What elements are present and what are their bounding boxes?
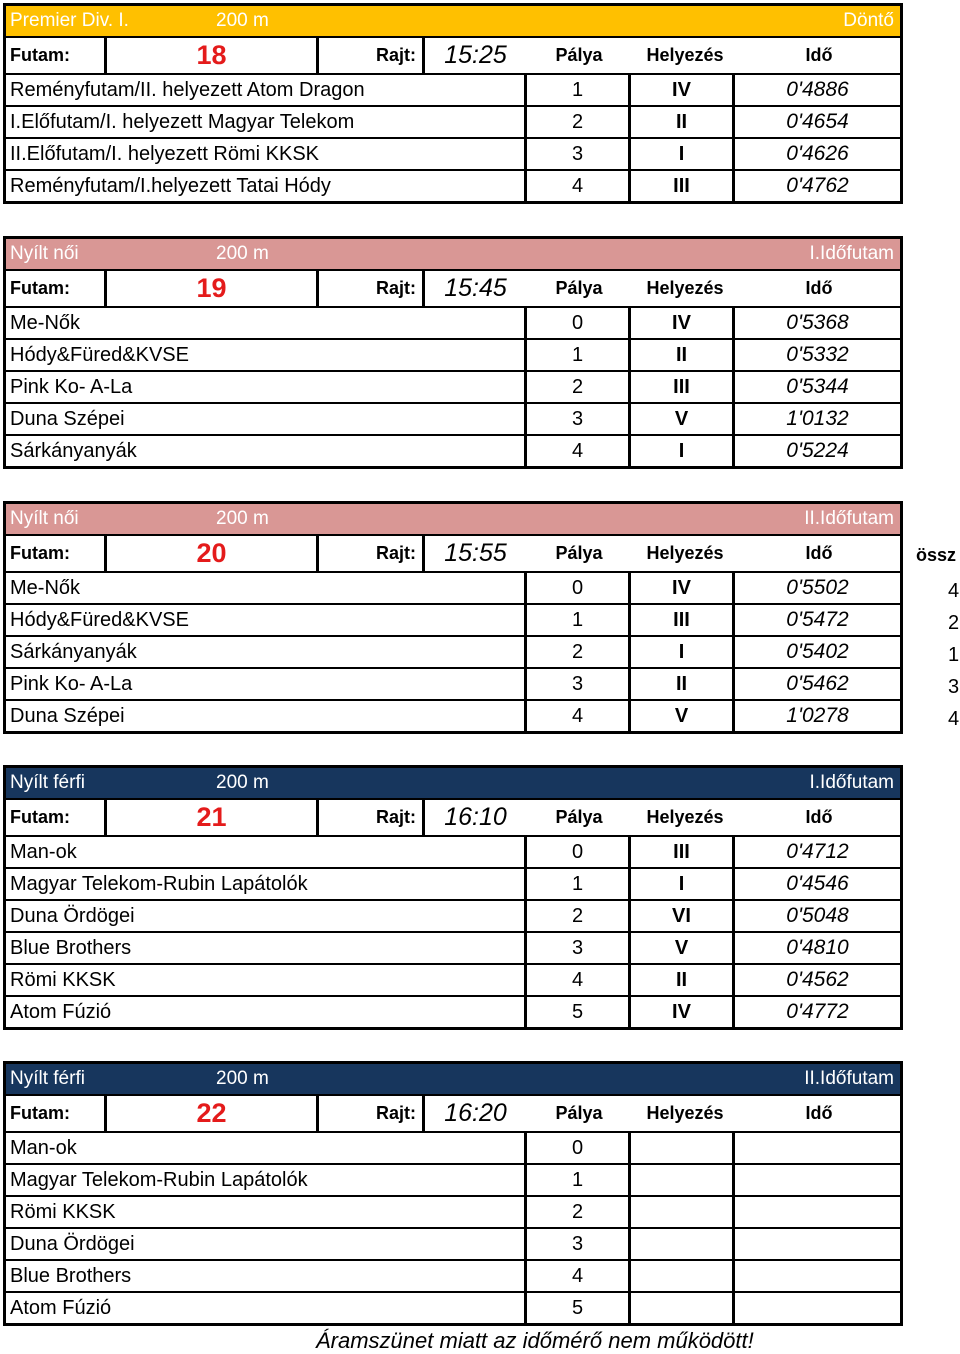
placement: V — [628, 404, 732, 434]
team-name: Me-Nők — [10, 311, 81, 334]
result-row — [6, 306, 900, 338]
placement: II — [628, 669, 732, 699]
team-name: Duna Ördögei — [10, 1232, 135, 1255]
futam-number: 20 — [104, 536, 316, 571]
futam-number: 22 — [104, 1096, 316, 1131]
result-row — [6, 699, 900, 731]
lane-number: 0 — [524, 837, 628, 867]
race-time: 0'5502 — [732, 573, 900, 603]
lane-number: 2 — [524, 1197, 628, 1227]
placement: I — [628, 436, 732, 466]
race-block-22 — [3, 1061, 903, 1326]
lane-number: 2 — [524, 107, 628, 137]
team-name: II.Előfutam/I. helyezett Römi KKSK — [10, 142, 320, 165]
result-row — [6, 73, 900, 105]
lane-number: 5 — [524, 997, 628, 1027]
start-time: 15:55 — [422, 536, 526, 571]
race-time: 0'4810 — [732, 933, 900, 963]
placement: IV — [628, 997, 732, 1027]
lane-number: 3 — [524, 669, 628, 699]
placement: IV — [628, 308, 732, 338]
result-row — [6, 338, 900, 370]
futam-row — [6, 36, 900, 73]
phase-label: I.Időfutam — [809, 772, 894, 793]
result-row — [6, 1227, 900, 1259]
race-time: 0'4546 — [732, 869, 900, 899]
placement: III — [628, 372, 732, 402]
result-row — [6, 995, 900, 1027]
result-row — [6, 635, 900, 667]
time-header: Idő — [805, 45, 833, 65]
race-time: 0'4712 — [732, 837, 900, 867]
race-block-21 — [3, 765, 903, 1030]
placement: I — [628, 869, 732, 899]
race-time: 0'5048 — [732, 901, 900, 931]
futam-label: Futam: — [10, 543, 70, 563]
team-name: Sárkányanyák — [10, 640, 137, 663]
lane-number: 0 — [524, 308, 628, 338]
rajt-label: Rajt: — [316, 38, 422, 73]
time-header: Idő — [805, 543, 833, 563]
race-block-19 — [3, 236, 903, 469]
rajt-label: Rajt: — [316, 800, 422, 835]
ossz-value: 4 — [948, 580, 960, 602]
phase-label: Döntő — [843, 10, 894, 31]
lane-number: 2 — [524, 372, 628, 402]
result-row — [6, 963, 900, 995]
result-row — [6, 603, 900, 635]
placement — [628, 1165, 732, 1195]
start-time: 15:45 — [422, 271, 526, 306]
race-time: 0'5224 — [732, 436, 900, 466]
time-header: Idő — [805, 1103, 833, 1123]
race-header — [6, 239, 900, 269]
team-name: Römi KKSK — [10, 968, 116, 991]
team-name: Duna Szépei — [10, 407, 125, 430]
futam-row — [6, 534, 900, 571]
phase-label: II.Időfutam — [804, 1068, 894, 1089]
category-label: Nyílt férfi — [10, 1068, 85, 1089]
ossz-header: össz — [916, 545, 957, 565]
placement: II — [628, 965, 732, 995]
distance-label: 200 m — [216, 10, 269, 31]
race-time — [732, 1293, 900, 1323]
placement: I — [628, 637, 732, 667]
team-name: Blue Brothers — [10, 1264, 132, 1287]
category-label: Nyílt női — [10, 243, 79, 264]
lane-number: 3 — [524, 1229, 628, 1259]
placement: II — [628, 340, 732, 370]
team-name: Duna Szépei — [10, 704, 125, 727]
lane-number: 4 — [524, 701, 628, 731]
distance-label: 200 m — [216, 1068, 269, 1089]
lane-number: 0 — [524, 573, 628, 603]
team-name: Hódy&Füred&KVSE — [10, 343, 189, 366]
futam-label: Futam: — [10, 278, 70, 298]
team-name: Hódy&Füred&KVSE — [10, 608, 189, 631]
race-time: 0'4626 — [732, 139, 900, 169]
start-time: 16:20 — [422, 1096, 526, 1131]
placement: V — [628, 701, 732, 731]
placement: III — [628, 605, 732, 635]
race-time: 0'4654 — [732, 107, 900, 137]
time-header: Idő — [805, 807, 833, 827]
placement: VI — [628, 901, 732, 931]
race-time: 1'0132 — [732, 404, 900, 434]
ossz-value: 1 — [948, 644, 960, 666]
category-label: Premier Div. I. — [10, 10, 129, 31]
futam-number: 19 — [104, 271, 316, 306]
placement: V — [628, 933, 732, 963]
placement — [628, 1133, 732, 1163]
result-row — [6, 835, 900, 867]
race-block-18 — [3, 3, 903, 204]
futam-number: 18 — [104, 38, 316, 73]
placement — [628, 1293, 732, 1323]
race-time: 0'5332 — [732, 340, 900, 370]
lane-number: 5 — [524, 1293, 628, 1323]
place-header: Helyezés — [646, 45, 724, 65]
lane-number: 2 — [524, 901, 628, 931]
distance-label: 200 m — [216, 243, 269, 264]
team-name: Atom Fúzió — [10, 1000, 112, 1023]
lane-number: 4 — [524, 1261, 628, 1291]
result-row — [6, 899, 900, 931]
lane-number: 4 — [524, 436, 628, 466]
race-header — [6, 768, 900, 798]
place-header: Helyezés — [646, 278, 724, 298]
race-time — [732, 1261, 900, 1291]
lane-header: Pálya — [555, 45, 603, 65]
lane-number: 1 — [524, 869, 628, 899]
placement — [628, 1261, 732, 1291]
rajt-label: Rajt: — [316, 536, 422, 571]
race-time: 0'4562 — [732, 965, 900, 995]
lane-number: 2 — [524, 637, 628, 667]
result-row — [6, 667, 900, 699]
futam-label: Futam: — [10, 1103, 70, 1123]
futam-label: Futam: — [10, 45, 70, 65]
futam-row — [6, 1094, 900, 1131]
placement: III — [628, 171, 732, 201]
race-time: 0'5462 — [732, 669, 900, 699]
placement: I — [628, 139, 732, 169]
lane-number: 3 — [524, 404, 628, 434]
race-header — [6, 1064, 900, 1094]
race-block-20 — [3, 501, 903, 734]
result-row — [6, 867, 900, 899]
race-time: 0'5402 — [732, 637, 900, 667]
team-name: Man-ok — [10, 840, 77, 863]
place-header: Helyezés — [646, 807, 724, 827]
result-row — [6, 402, 900, 434]
lane-number: 1 — [524, 605, 628, 635]
category-label: Nyílt férfi — [10, 772, 85, 793]
lane-number: 3 — [524, 933, 628, 963]
distance-label: 200 m — [216, 772, 269, 793]
result-row — [6, 1131, 900, 1163]
result-row — [6, 1259, 900, 1291]
category-label: Nyílt női — [10, 508, 79, 529]
place-header: Helyezés — [646, 543, 724, 563]
result-row — [6, 571, 900, 603]
footer-note: Áramszünet miatt az időmérő nem működött! — [316, 1328, 754, 1353]
race-time: 0'4886 — [732, 75, 900, 105]
team-name: I.Előfutam/I. helyezett Magyar Telekom — [10, 110, 355, 133]
start-time: 15:25 — [422, 38, 526, 73]
race-time: 0'4772 — [732, 997, 900, 1027]
team-name: Reményfutam/II. helyezett Atom Dragon — [10, 78, 365, 101]
result-row — [6, 370, 900, 402]
race-time: 1'0278 — [732, 701, 900, 731]
result-row — [6, 137, 900, 169]
lane-header: Pálya — [555, 1103, 603, 1123]
race-time — [732, 1133, 900, 1163]
placement: III — [628, 837, 732, 867]
result-row — [6, 105, 900, 137]
result-row — [6, 169, 900, 201]
rajt-label: Rajt: — [316, 271, 422, 306]
placement — [628, 1229, 732, 1259]
futam-row — [6, 269, 900, 306]
place-header: Helyezés — [646, 1103, 724, 1123]
race-time: 0'5344 — [732, 372, 900, 402]
lane-number: 1 — [524, 1165, 628, 1195]
lane-number: 4 — [524, 171, 628, 201]
team-name: Magyar Telekom-Rubin Lapátolók — [10, 872, 308, 895]
race-time: 0'4762 — [732, 171, 900, 201]
race-header — [6, 504, 900, 534]
futam-label: Futam: — [10, 807, 70, 827]
team-name: Atom Fúzió — [10, 1296, 112, 1319]
result-row — [6, 1291, 900, 1323]
race-header — [6, 6, 900, 36]
team-name: Man-ok — [10, 1136, 77, 1159]
race-time — [732, 1229, 900, 1259]
lane-number: 3 — [524, 139, 628, 169]
lane-number: 0 — [524, 1133, 628, 1163]
team-name: Duna Ördögei — [10, 904, 135, 927]
race-time: 0'5368 — [732, 308, 900, 338]
time-header: Idő — [805, 278, 833, 298]
team-name: Magyar Telekom-Rubin Lapátolók — [10, 1168, 308, 1191]
race-time — [732, 1197, 900, 1227]
futam-row — [6, 798, 900, 835]
team-name: Pink Ko- A-La — [10, 375, 133, 398]
race-time — [732, 1165, 900, 1195]
ossz-value: 2 — [948, 612, 960, 634]
lane-header: Pálya — [555, 543, 603, 563]
phase-label: I.Időfutam — [809, 243, 894, 264]
team-name: Me-Nők — [10, 576, 81, 599]
race-time: 0'5472 — [732, 605, 900, 635]
lane-number: 4 — [524, 965, 628, 995]
team-name: Reményfutam/I.helyezett Tatai Hódy — [10, 174, 331, 197]
lane-header: Pálya — [555, 278, 603, 298]
team-name: Sárkányanyák — [10, 439, 137, 462]
start-time: 16:10 — [422, 800, 526, 835]
team-name: Blue Brothers — [10, 936, 132, 959]
team-name: Römi KKSK — [10, 1200, 116, 1223]
lane-header: Pálya — [555, 807, 603, 827]
lane-number: 1 — [524, 75, 628, 105]
result-row — [6, 931, 900, 963]
ossz-value: 4 — [948, 708, 960, 730]
result-row — [6, 434, 900, 466]
placement: IV — [628, 573, 732, 603]
team-name: Pink Ko- A-La — [10, 672, 133, 695]
ossz-value: 3 — [948, 676, 960, 698]
placement — [628, 1197, 732, 1227]
distance-label: 200 m — [216, 508, 269, 529]
lane-number: 1 — [524, 340, 628, 370]
futam-number: 21 — [104, 800, 316, 835]
placement: IV — [628, 75, 732, 105]
phase-label: II.Időfutam — [804, 508, 894, 529]
result-row — [6, 1195, 900, 1227]
rajt-label: Rajt: — [316, 1096, 422, 1131]
result-row — [6, 1163, 900, 1195]
placement: II — [628, 107, 732, 137]
